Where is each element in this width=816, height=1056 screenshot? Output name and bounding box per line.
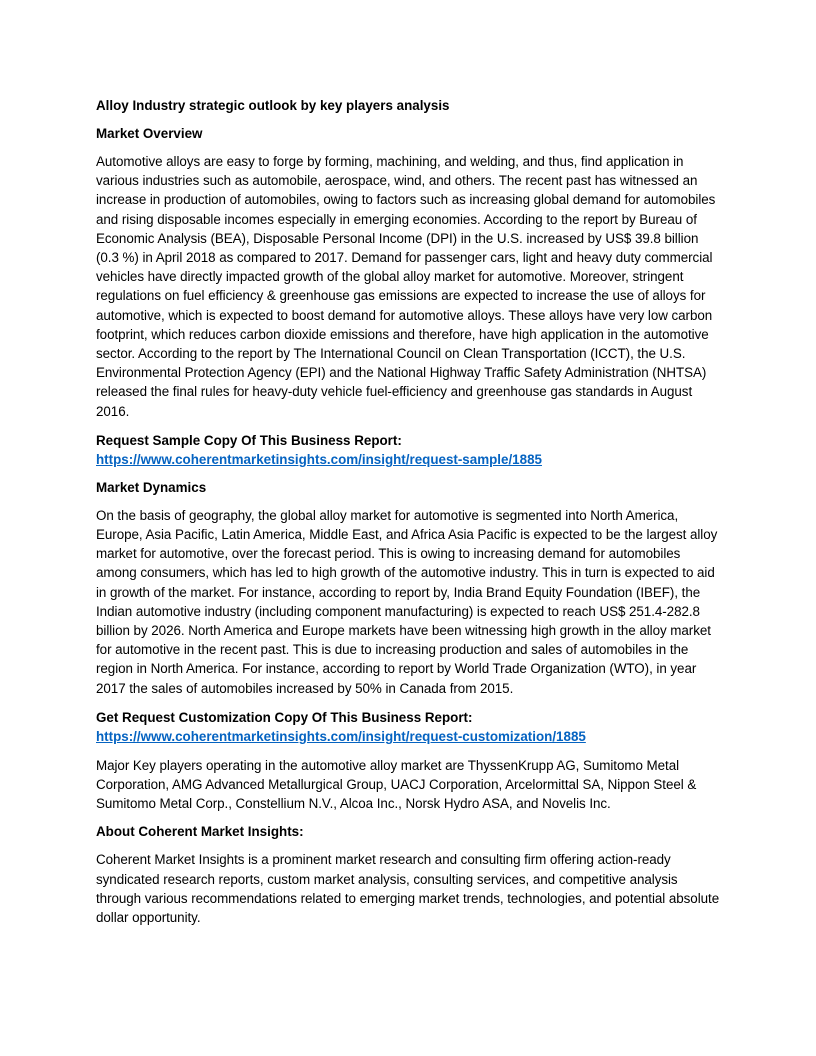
key-players-paragraph: Major Key players operating in the automotive alloy market are ThyssenKrupp AG, Sumitomo Metal Corporation, AMG Advanced Metallurgical Group, UACJ Corporation, Arcelormittal SA, Nippon Steel & Sumitomo Metal Corp., Constellium N.V., Alcoa Inc., Norsk Hydro ASA, and Novelis Inc. — [96, 757, 697, 812]
market-dynamics-heading: Market Dynamics — [96, 479, 207, 495]
about-heading: About Coherent Market Insights: — [96, 824, 304, 840]
market-overview-heading: Market Overview — [96, 126, 203, 141]
sample-request-link[interactable]: https://www.coherentmarketinsights.com/insight/request-sample/1885 — [96, 451, 542, 467]
customization-request-block — [96, 708, 724, 746]
sample-request-label: Request Sample Copy Of This Business Report: — [96, 432, 402, 448]
about-paragraph: Coherent Market Insights is a prominent market research and consulting firm offering action-ready syndicated research reports, custom market analysis, consulting services, and competitive analysis through various recommendations related to emerging market trends, technologies, and potential absolute dollar opportunity. — [96, 852, 720, 926]
sample-request-block — [96, 431, 724, 469]
customization-request-label: Get Request Customization Copy Of This Business Report: — [96, 709, 473, 725]
document-page — [96, 97, 724, 937]
market-dynamics-paragraph: On the basis of geography, the global alloy market for automotive is segmented into North America, Europe, Asia Pacific, Latin America, Middle East, and Africa Asia Pacific is expected to be the largest alloy market for automotive, over the forecast period. This is owing to increasing demand for automobiles among consumers, which has led to high growth of the automotive industry. This in turn is expected to aid in growth of the market. For instance, according to report by, India Brand Equity Foundation (IBEF), the Indian automotive industry (including component manufacturing) is expected to reach US$ 251.4-282.8 billion by 2026. North America and Europe markets have been witnessing high growth in the alloy market for automotive in the recent past. This is due to increasing production and sales of automobiles in the region in North America. For instance, according to report by World Trade Organization (WTO), in year 2017 the sales of automobiles increased by 50% in Canada from 2015. — [96, 507, 718, 696]
market-overview-paragraph: Automotive alloys are easy to forge by forming, machining, and welding, and thus, find application in various industries such as automobile, aerospace, wind, and others. The recent past has witnessed an increase in production of automobiles, owing to factors such as increasing global demand for automobiles and rising disposable incomes especially in emerging economies. According to the report by Bureau of Economic Analysis (BEA), Disposable Personal Income (DPI) in the U.S. increased by US$ 39.8 billion (0.3 %) in April 2018 as compared to 2017. Demand for passenger cars, light and heavy duty commercial vehicles have directly impacted growth of the global alloy market for automotive. Moreover, stringent regulations on fuel efficiency & greenhouse gas emissions are expected to increase the use of alloys for automotive, which is expected to boost demand for automotive alloys. These alloys have very low carbon footprint, which reduces carbon dioxide emissions and therefore, have high application in the automotive sector. According to the report by The International Council on Clean Transportation (ICCT), the U.S. Environmental Protection Agency (EPI) and the National Highway Traffic Safety Administration (NHTSA) released the final rules for heavy-duty vehicle fuel-efficiency and greenhouse gas standards in August 2016. — [96, 154, 716, 419]
customization-request-link[interactable]: https://www.coherentmarketinsights.com/insight/request-customization/1885 — [96, 728, 586, 744]
document-title: Alloy Industry strategic outlook by key players analysis — [96, 98, 450, 113]
